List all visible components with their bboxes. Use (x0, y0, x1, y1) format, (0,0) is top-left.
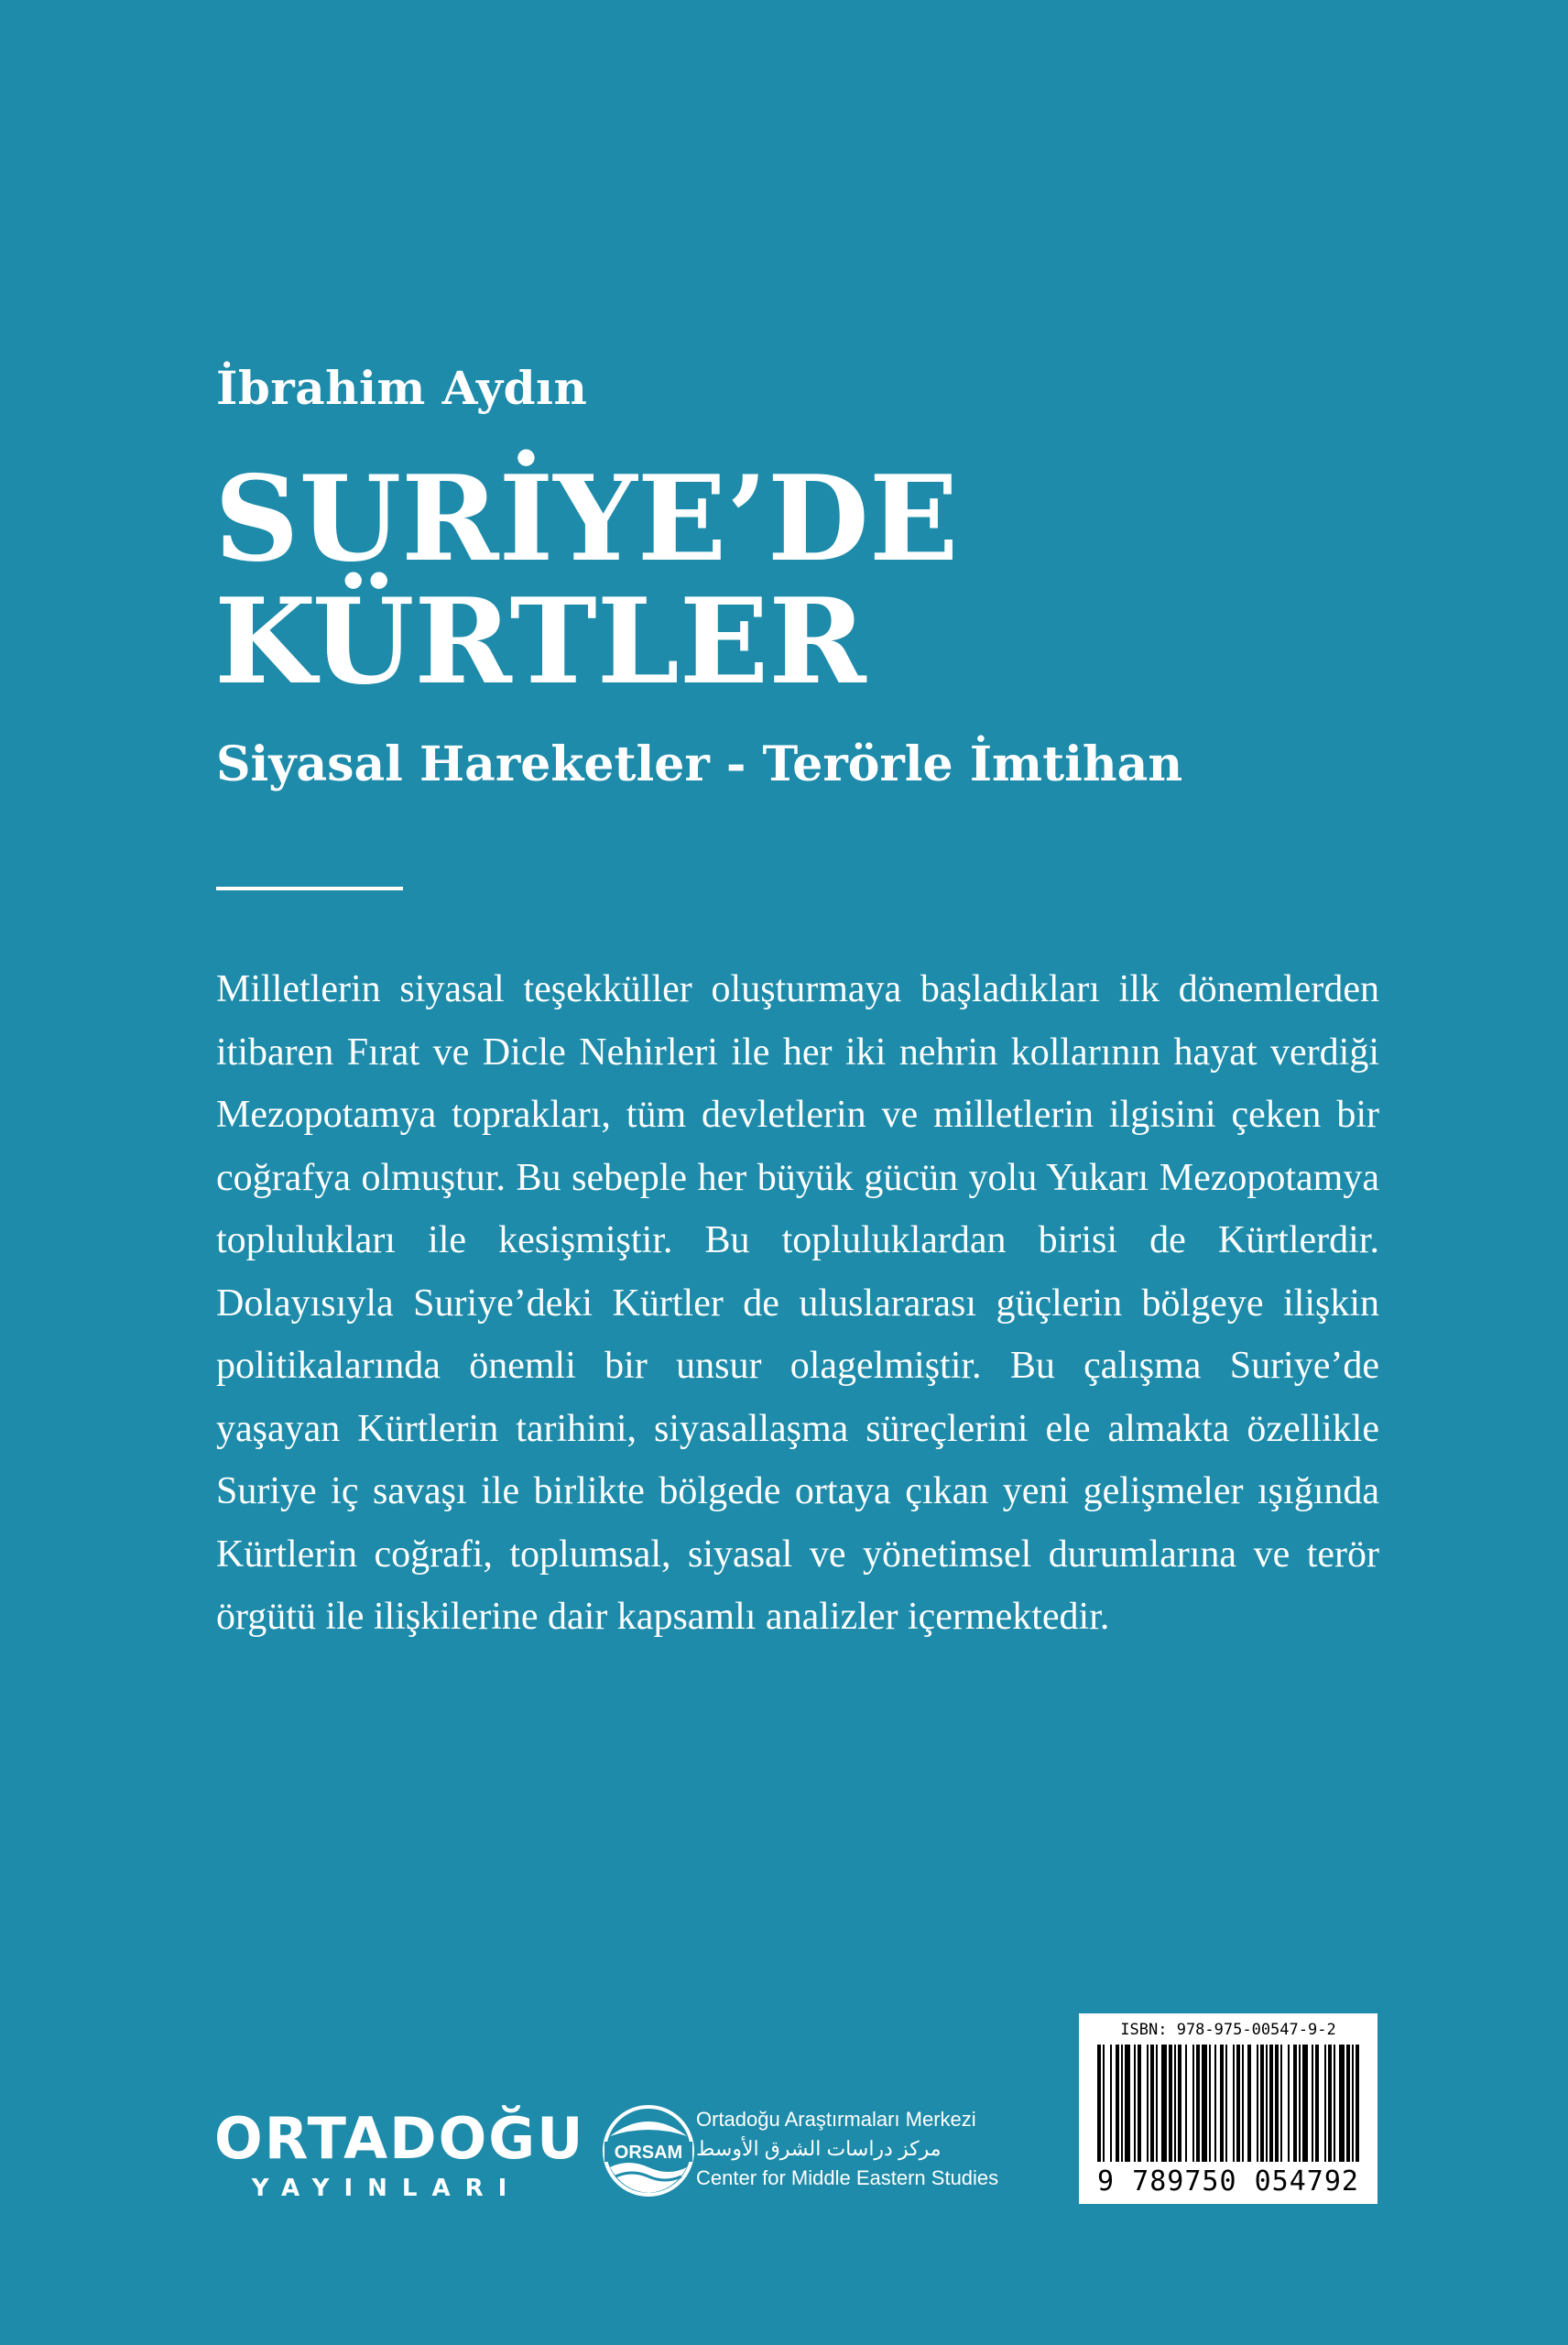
barcode-bar (1346, 2045, 1350, 2162)
publisher-name: ORTADOĞU (214, 2105, 585, 2172)
barcode-bar (1352, 2045, 1354, 2162)
title-line-2: KÜRTLER (214, 573, 866, 711)
barcode-bar (1161, 2045, 1167, 2162)
title-line-1: SURİYE’DE (214, 451, 959, 588)
barcode-bar (1225, 2045, 1227, 2162)
orsam-line-turkish: Ortadoğu Araştırmaları Merkezi (696, 2108, 976, 2131)
barcode-bar (1185, 2045, 1187, 2162)
blurb-text: Milletlerin siyasal teşekküller oluşturmaya başladıkları ilk dönemlerden itibaren Fırat ve Dicle Nehirleri ile her iki nehrin kollarının hayat verdiği Mezopotamya toprakları, tüm devletlerin ve milletlerin ilgisini çeken bir coğrafya olmuştur. Bu sebeple her büyük gücün yolu Yukarı Mezopotamya toplulukları ile kesişmiştir. Bu topluluklardan birisi de Kürtlerdir. Dolayısıyla Suriye’deki Kürtler de uluslararası güçlerin bölgeye ilişkin politikalarında önemli bir unsur olagelmiştir. Bu çalışma Suriye’de yaşayan Kürtlerin tarihini, siyasallaşma süreçlerini ele almakta özellikle Suriye iç savaşı ile birlikte bölgede ortaya çıkan yeni gelişmeler ışığında Kürtlerin coğrafi, toplumsal, siyasal ve yönetimsel durumlarına ve terör örgütü ile ilişkilerine dair kapsamlı analizler içermektedir. (216, 968, 1379, 1638)
barcode-bar (1233, 2045, 1235, 2162)
barcode-bar (1269, 2045, 1273, 2162)
isbn-digits: 9 789750 054792 (1097, 2165, 1359, 2198)
barcode-bar (1150, 2045, 1154, 2162)
barcode-bar (1214, 2045, 1216, 2162)
barcode-bar (1293, 2045, 1297, 2162)
barcode-bar (1328, 2045, 1332, 2162)
barcode-bar (1147, 2045, 1149, 2162)
barcode-bar (1178, 2045, 1181, 2162)
barcode-bar (1242, 2045, 1244, 2162)
divider-rule (216, 887, 403, 890)
barcode-bar (1192, 2045, 1194, 2162)
barcode-bar (1116, 2045, 1119, 2162)
barcode-bar (1169, 2045, 1172, 2162)
barcode-bar (1275, 2045, 1279, 2162)
barcode-bar (1138, 2045, 1141, 2162)
barcode-bar (1260, 2045, 1264, 2162)
barcode-bar (1110, 2045, 1112, 2162)
orsam-badge-text: ORSAM (614, 2143, 683, 2163)
barcode-bar (1134, 2045, 1136, 2162)
barcode-bar (1202, 2045, 1207, 2162)
barcode-bar (1299, 2045, 1301, 2162)
barcode-bar (1220, 2045, 1224, 2162)
barcode-bar (1156, 2045, 1158, 2162)
barcode-bar (1209, 2045, 1211, 2162)
barcode-bar (1196, 2045, 1200, 2162)
barcode-bar (1236, 2045, 1240, 2162)
barcode-bar (1125, 2045, 1130, 2162)
book-subtitle: Siyasal Hareketler - Terörle İmtihan (216, 736, 1183, 792)
orsam-line-arabic: مركز دراسات الشرق الأوسط (696, 2137, 942, 2160)
barcode-bar (1097, 2045, 1101, 2162)
barcode-icon (1097, 2045, 1359, 2162)
barcode-bar (1257, 2045, 1258, 2162)
barcode-bar (1324, 2045, 1326, 2162)
orsam-logo-block (601, 2103, 999, 2204)
orsam-line-english: Center for Middle Eastern Studies (696, 2166, 999, 2189)
barcode-bar (1356, 2045, 1359, 2162)
barcode-bar (1312, 2045, 1313, 2162)
barcode-bar (1334, 2045, 1335, 2162)
isbn-barcode-box (1079, 2013, 1377, 2204)
barcode-bar (1302, 2045, 1308, 2162)
barcode-bar (1121, 2045, 1123, 2162)
barcode-bar (1103, 2045, 1105, 2162)
barcode-bar (1247, 2045, 1251, 2162)
orsam-logo-icon (601, 2103, 696, 2198)
isbn-label: ISBN: 978-975-00547-9-2 (1120, 2021, 1336, 2039)
book-title (214, 451, 959, 711)
barcode-bar (1280, 2045, 1282, 2162)
barcode-bar (1288, 2045, 1290, 2162)
barcode-bar (1339, 2045, 1345, 2162)
publisher-subtitle: YAYINLARI (251, 2175, 522, 2202)
barcode-bar (1174, 2045, 1176, 2162)
barcode-bar (1266, 2045, 1268, 2162)
publisher-logo (214, 2105, 585, 2202)
barcode-bar (1315, 2045, 1319, 2162)
author-name: İbrahim Aydın (216, 361, 588, 415)
